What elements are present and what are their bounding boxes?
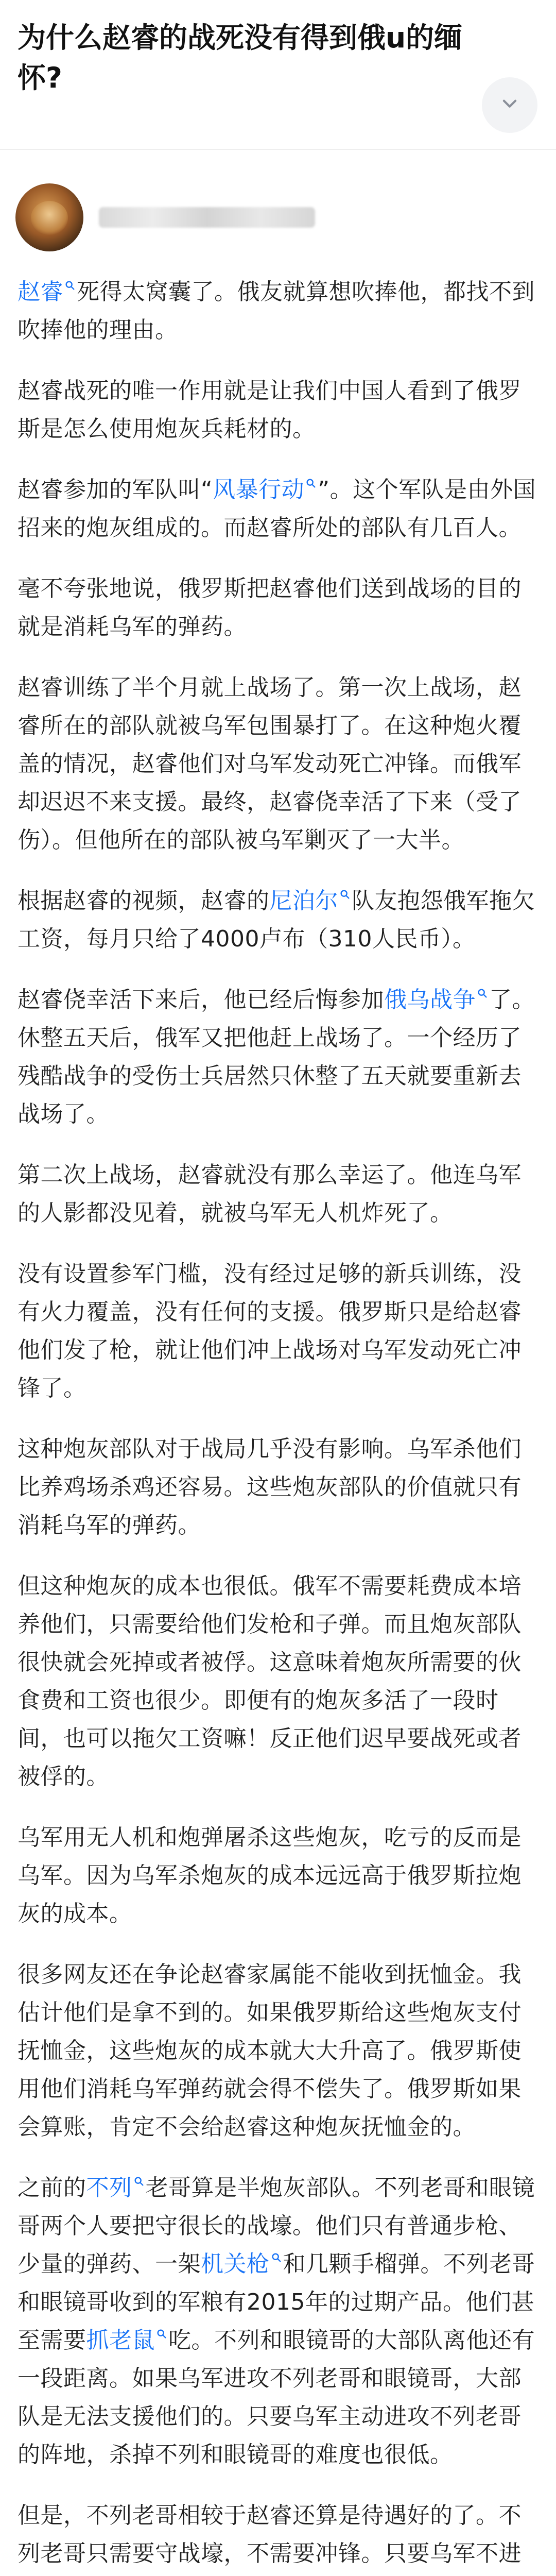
paragraph-text: 赵睿侥幸活下来后，他已经后悔参加 xyxy=(18,987,384,1013)
answer-paragraph xyxy=(18,2497,538,2576)
paragraph-text: ”。这个军队是由外国招来的炮灰组成的。而赵睿所处的部队有几百人。 xyxy=(18,477,536,541)
keyword-search-link[interactable]: 赵睿 xyxy=(18,279,63,305)
search-icon[interactable] xyxy=(305,478,317,489)
paragraph-text: 没有设置参军门槛，没有经过足够的新兵训练，没有火力覆盖，没有任何的支援。俄罗斯只是给赵睿他们发了枪，就让他们冲上战场对乌军发动死亡冲锋了。 xyxy=(18,1261,522,1401)
answer-paragraph xyxy=(18,1430,538,1545)
paragraph-text: 和几颗手榴弹。不列老哥和眼镜哥收到的军粮有2015年的过期产品。他们甚至需要 xyxy=(18,2251,535,2353)
answer-paragraph xyxy=(18,1567,538,1796)
paragraph-text: 乌军用无人机和炮弹屠杀这些炮灰，吃亏的反而是乌军。因为乌军杀炮灰的成本远远高于俄罗斯拉炮灰的成本。 xyxy=(18,1824,522,1927)
search-icon[interactable] xyxy=(156,2328,167,2340)
answer-paragraph xyxy=(18,372,538,448)
question-header xyxy=(0,0,556,108)
search-icon[interactable] xyxy=(64,280,76,291)
paragraph-text: 毫不夸张地说，俄罗斯把赵睿他们送到战场的目的就是消耗乌军的弹药。 xyxy=(18,575,522,640)
paragraph-text: 根据赵睿的视频，赵睿的 xyxy=(18,888,270,914)
answer-paragraph xyxy=(18,1956,538,2146)
search-icon[interactable] xyxy=(133,2176,145,2187)
answer-paragraph xyxy=(18,1255,538,1408)
paragraph-text: 之前的 xyxy=(18,2175,86,2201)
chevron-down-icon xyxy=(500,94,519,116)
paragraph-text: 死得太窝囊了。俄友就算想吹捧他，都找不到吹捧他的理由。 xyxy=(18,279,535,343)
answer-paragraph xyxy=(18,669,538,859)
keyword-search-link[interactable]: 不列 xyxy=(86,2175,132,2201)
paragraph-text: 第二次上战场，赵睿就没有那么幸运了。他连乌军的人影都没见着，就被乌军无人机炸死了。 xyxy=(18,1162,522,1226)
paragraph-text: 赵睿参加的军队叫“ xyxy=(18,477,213,503)
answer-paragraph xyxy=(18,2169,538,2474)
paragraph-text: 吃。不列和眼镜哥的大部队离他还有一段距离。如果乌军进攻不列老哥和眼镜哥，大部队是无法支援他们的。只要乌军主动进攻不列老哥的阵地，杀掉不列和眼镜哥的难度也很低。 xyxy=(18,2327,535,2468)
search-icon[interactable] xyxy=(271,2252,282,2263)
paragraph-text: 这种炮灰部队对于战局几乎没有影响。乌军杀他们比养鸡场杀鸡还容易。这些炮灰部队的价值就只有消耗乌军的弹药。 xyxy=(18,1436,522,1538)
answer-paragraph xyxy=(18,1819,538,1933)
search-icon[interactable] xyxy=(339,889,351,900)
answer-paragraph xyxy=(18,882,538,958)
keyword-search-link[interactable]: 机关枪 xyxy=(201,2251,270,2277)
paragraph-text: 队友抱怨俄军拖欠工资，每月只给了4000卢布（310人民币）。 xyxy=(18,888,535,952)
keyword-search-link[interactable]: 风暴行动 xyxy=(213,477,305,503)
paragraph-text: 赵睿训练了半个月就上战场了。第一次上战场，赵睿所在的部队就被乌军包围暴打了。在这种炮火覆盖的情况，赵睿他们对乌军发动死亡冲锋。而俄军却迟迟不来支援。最终，赵睿侥幸活了下来（受了伤）。但他所在的部队被乌军剿灭了一大半。 xyxy=(18,674,522,853)
question-title[interactable]: 为什么赵睿的战死没有得到俄u的缅怀? xyxy=(18,21,463,94)
keyword-search-link[interactable]: 俄乌战争 xyxy=(384,987,476,1013)
expand-button[interactable] xyxy=(482,77,537,133)
author-info[interactable] xyxy=(15,183,315,251)
answer-paragraph xyxy=(18,471,538,547)
answer-paragraph xyxy=(18,273,538,349)
answer-content xyxy=(18,273,538,2576)
keyword-search-link[interactable]: 抓老鼠 xyxy=(86,2327,155,2353)
paragraph-text: 但这种炮灰的成本也很低。俄军不需要耗费成本培养他们，只需要给他们发枪和子弹。而且炮灰部队很快就会死掉或者被俘。这意味着炮灰所需要的伙食费和工资也很少。即便有的炮灰多活了一段时间，也可以拖欠工资嘛！反正他们迟早要战死或者被俘的。 xyxy=(18,1573,522,1790)
paragraph-text: 老哥算是半炮灰部队。不列老哥和眼镜哥两个人要把守很长的战壕。他们只有普通步枪、少量的弹药、一架 xyxy=(18,2175,535,2277)
lion-avatar-icon[interactable] xyxy=(15,183,83,251)
answer-paragraph xyxy=(18,1156,538,1232)
paragraph-text: 赵睿战死的唯一作用就是让我们中国人看到了俄罗斯是怎么使用炮灰兵耗材的。 xyxy=(18,378,522,442)
answer-paragraph xyxy=(18,570,538,646)
search-icon[interactable] xyxy=(477,988,488,999)
author-name-blurred[interactable] xyxy=(99,207,315,228)
keyword-search-link[interactable]: 尼泊尔 xyxy=(269,888,338,914)
paragraph-text: 了。休整五天后，俄军又把他赶上战场了。一个经历了残酷战争的受伤士兵居然只休整了五天就要重新去战场了。 xyxy=(18,987,535,1127)
header-divider xyxy=(0,149,556,150)
paragraph-text: 但是，不列老哥相较于赵睿还算是待遇好的了。不列老哥只需要守战壕，不需要冲锋。只要乌军不进 xyxy=(18,2502,522,2567)
paragraph-text: 很多网友还在争论赵睿家属能不能收到抚恤金。我估计他们是拿不到的。如果俄罗斯给这些炮灰支付抚恤金，这些炮灰的成本就大大升高了。俄罗斯使用他们消耗乌军弹药就会得不偿失了。俄罗斯如果会算账，肯定不会给赵睿这种炮灰抚恤金的。 xyxy=(18,1961,522,2140)
answer-paragraph xyxy=(18,981,538,1133)
